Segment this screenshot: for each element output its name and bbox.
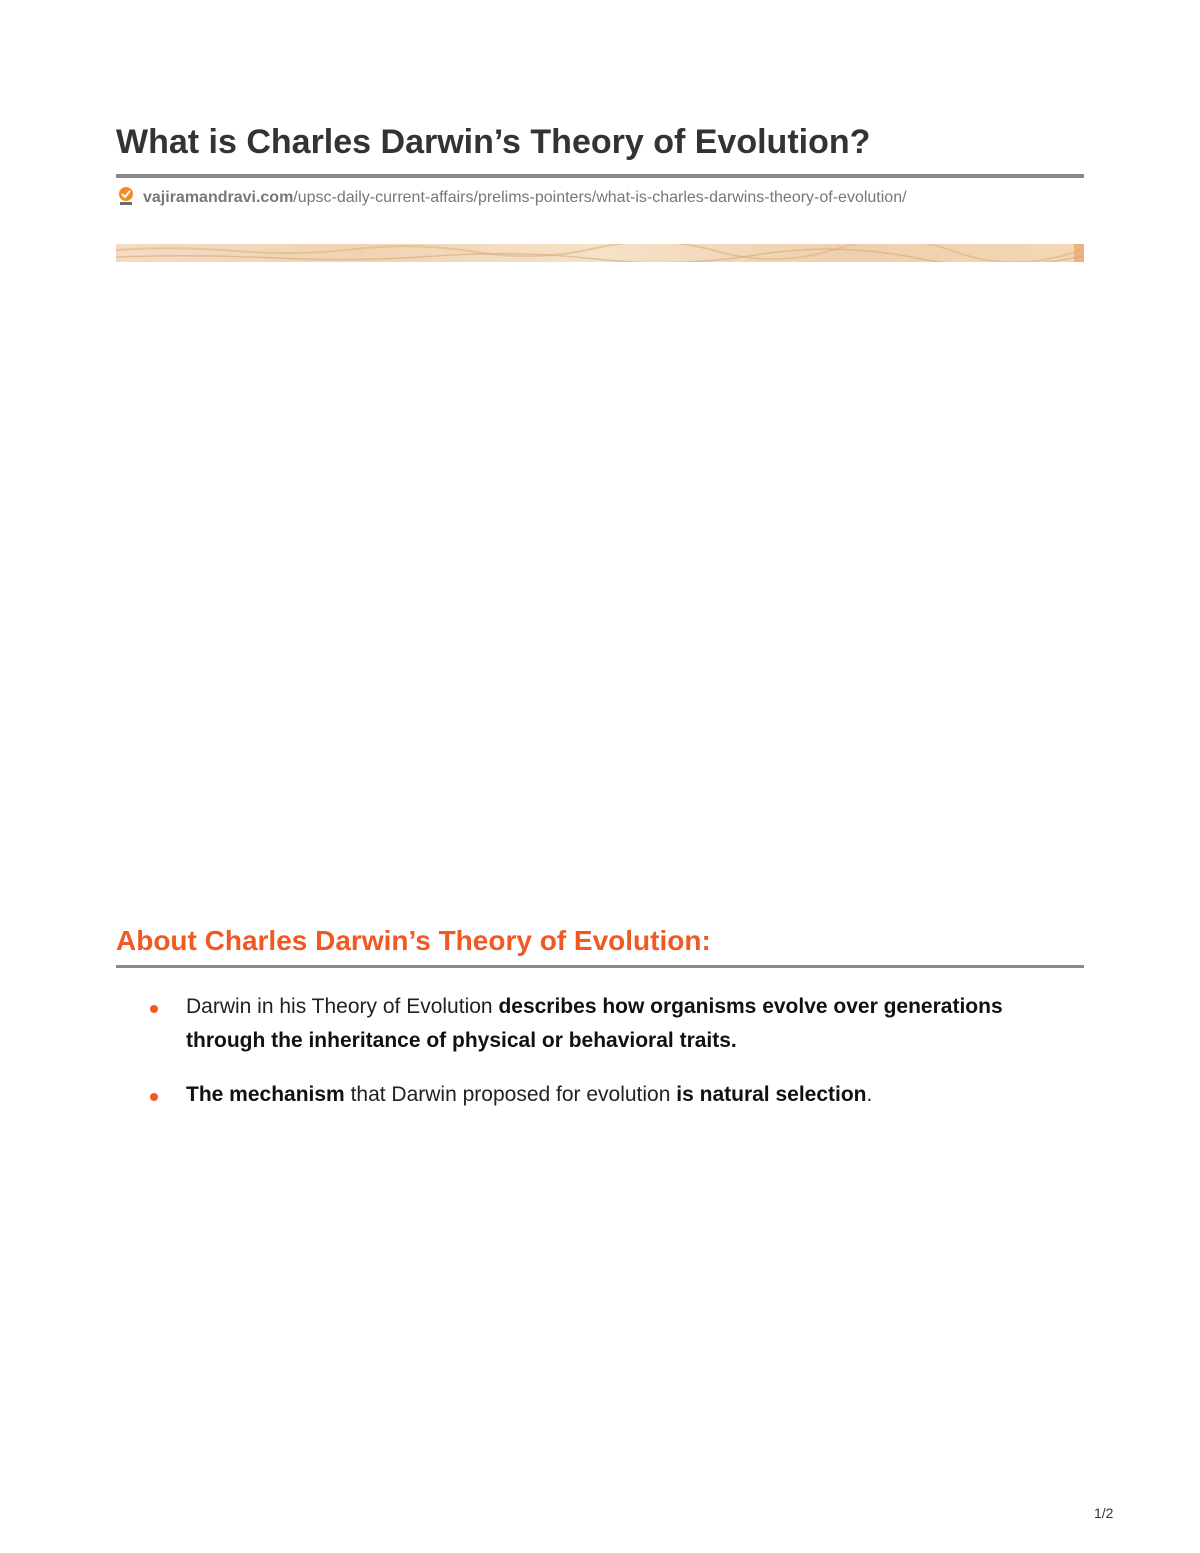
- section-divider: [116, 965, 1084, 968]
- source-domain[interactable]: vajiramandravi.com: [143, 189, 294, 206]
- source-link[interactable]: [116, 186, 1084, 210]
- title-divider: [116, 174, 1084, 178]
- bullet-icon: [150, 1093, 158, 1101]
- source-path[interactable]: /upsc-daily-current-affairs/prelims-pointers/what-is-charles-darwins-theory-of-evolution/: [293, 189, 907, 206]
- bullet-text-bold: The mechanism: [186, 1083, 345, 1106]
- bullet-icon: [150, 1005, 158, 1013]
- section-heading: About Charles Darwin’s Theory of Evolution:: [116, 925, 711, 956]
- bullet-text-plain: Darwin in his Theory of Evolution: [186, 995, 499, 1018]
- page-title: What is Charles Darwin’s Theory of Evolution?: [116, 123, 871, 161]
- list-item: [150, 1078, 1030, 1112]
- bullet-list: [150, 990, 1030, 1112]
- list-item: [150, 990, 1030, 1058]
- page-number: 1/2: [1094, 1505, 1114, 1521]
- article-banner-image: [116, 244, 1084, 262]
- bullet-text-plain: .: [866, 1083, 873, 1106]
- bullet-text-plain: that Darwin proposed for evolution: [344, 1083, 677, 1106]
- bullet-text-bold: is natural selection: [676, 1083, 867, 1106]
- site-logo-icon: [116, 186, 136, 206]
- bullet-text-bold: describes how organisms evolve over generations through the inheritance of physical or behavioral traits.: [186, 995, 1003, 1052]
